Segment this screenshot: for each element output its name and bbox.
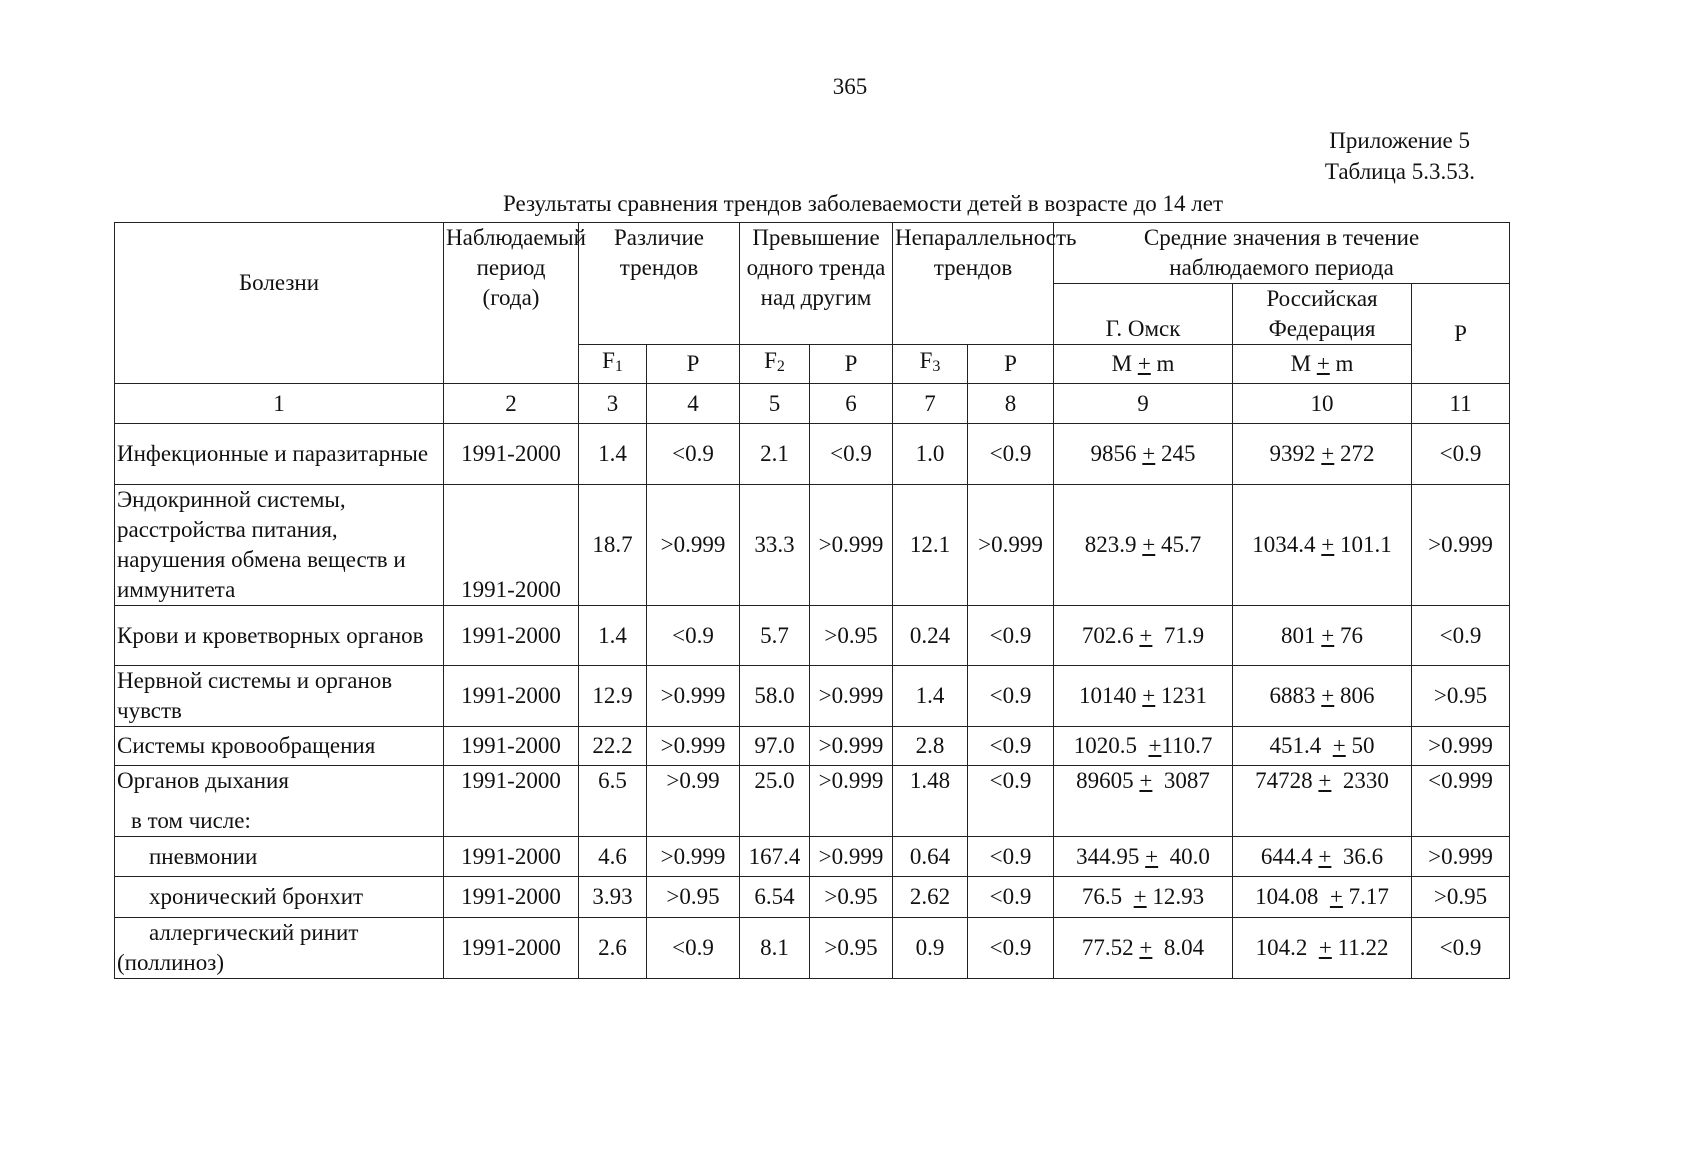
rf-mean-cell: 9392 + 272	[1233, 424, 1412, 485]
f3-cell: 1.48	[893, 766, 968, 837]
f3-cell: 1.4	[893, 666, 968, 727]
header-mean-values: Средние значения в течение наблюдаемого периода	[1054, 223, 1510, 284]
p-mean-cell: <0.9	[1412, 606, 1510, 666]
table-row	[115, 727, 1510, 766]
p3-cell: <0.9	[968, 918, 1054, 979]
f3-cell: 2.62	[893, 877, 968, 918]
p1-cell: >0.999	[647, 837, 740, 877]
header-trend-excess: Превышение одного тренда над другим	[740, 223, 893, 345]
omsk-mean-cell: 77.52 + 8.04	[1054, 918, 1233, 979]
p-mean-cell: >0.999	[1412, 485, 1510, 606]
period-cell: 1991-2000	[444, 424, 579, 485]
p1-cell: <0.9	[647, 606, 740, 666]
p2-cell: >0.999	[810, 485, 893, 606]
p1-cell: <0.9	[647, 918, 740, 979]
p1-cell: <0.9	[647, 424, 740, 485]
p1-cell: >0.999	[647, 666, 740, 727]
results-table	[114, 222, 1510, 979]
f2-cell: 5.7	[740, 606, 810, 666]
disease-name: пневмонии	[115, 837, 444, 877]
header-trend-difference: Различие трендов	[579, 223, 740, 345]
f1-cell: 2.6	[579, 918, 647, 979]
appendix-label: Приложение 5	[1329, 128, 1470, 153]
col-number: 8	[968, 384, 1054, 424]
f2-cell: 33.3	[740, 485, 810, 606]
table-row	[115, 877, 1510, 918]
p2-cell: >0.999	[810, 766, 893, 837]
header-p2: P	[810, 345, 893, 384]
omsk-mean-cell: 344.95 + 40.0	[1054, 837, 1233, 877]
header-p1: P	[647, 345, 740, 384]
header-rf: Российская Федерация	[1233, 284, 1412, 345]
header-nonparallel: Непараллельность трендов	[893, 223, 1054, 345]
rf-mean-cell: 6883 + 806	[1233, 666, 1412, 727]
header-p-mean: P	[1412, 284, 1510, 384]
col-number: 11	[1412, 384, 1510, 424]
p2-cell: >0.95	[810, 918, 893, 979]
table-row	[115, 424, 1510, 485]
disease-subnote: в том числе:	[131, 808, 251, 833]
rf-mean-cell: 801 + 76	[1233, 606, 1412, 666]
p3-cell: >0.999	[968, 485, 1054, 606]
f3-cell: 1.0	[893, 424, 968, 485]
f2-cell: 58.0	[740, 666, 810, 727]
table-row	[115, 606, 1510, 666]
page-number: 365	[832, 74, 868, 99]
p3-cell: <0.9	[968, 766, 1054, 837]
f1-cell: 12.9	[579, 666, 647, 727]
f3-cell: 0.64	[893, 837, 968, 877]
f2-cell: 25.0	[740, 766, 810, 837]
rf-mean-cell: 104.2 + 11.22	[1233, 918, 1412, 979]
f2-cell: 97.0	[740, 727, 810, 766]
header-f2: $F_2$	[740, 345, 810, 384]
header-p3: P	[968, 345, 1054, 384]
col-number: 6	[810, 384, 893, 424]
col-number: 5	[740, 384, 810, 424]
col-number: 10	[1233, 384, 1412, 424]
p-mean-cell: >0.999	[1412, 727, 1510, 766]
disease-name: Крови и кроветворных органов	[115, 606, 444, 666]
omsk-mean-cell: 1020.5 +110.7	[1054, 727, 1233, 766]
disease-name: Инфекционные и паразитарные	[115, 424, 444, 485]
p1-cell: >0.999	[647, 727, 740, 766]
p1-cell: >0.95	[647, 877, 740, 918]
f1-cell: 18.7	[579, 485, 647, 606]
header-diseases: Болезни	[115, 223, 444, 384]
disease-name: Эндокринной системы, расстройства питания, нарушения обмена веществ и иммунитета	[115, 485, 444, 606]
p3-cell: <0.9	[968, 837, 1054, 877]
omsk-mean-cell: 10140 + 1231	[1054, 666, 1233, 727]
header-omsk: Г. Омск	[1054, 284, 1233, 345]
col-number: 3	[579, 384, 647, 424]
f3-cell: 2.8	[893, 727, 968, 766]
p-mean-cell: <0.9	[1412, 918, 1510, 979]
f1-cell: 6.5	[579, 766, 647, 837]
header-row-1	[115, 223, 1510, 284]
p3-cell: <0.9	[968, 727, 1054, 766]
p2-cell: >0.95	[810, 877, 893, 918]
p2-cell: <0.9	[810, 424, 893, 485]
header-period: Наблюдаемый период (года)	[444, 223, 579, 384]
table-row	[115, 666, 1510, 727]
p3-cell: <0.9	[968, 424, 1054, 485]
f2-cell: 6.54	[740, 877, 810, 918]
header-omsk-mm: M + m	[1054, 345, 1233, 384]
f3-cell: 12.1	[893, 485, 968, 606]
column-numbers-row	[115, 384, 1510, 424]
f2-cell: 2.1	[740, 424, 810, 485]
p-mean-cell: >0.999	[1412, 837, 1510, 877]
p-mean-cell: >0.95	[1412, 666, 1510, 727]
disease-name: Системы кровообращения	[115, 727, 444, 766]
omsk-mean-cell: 76.5 + 12.93	[1054, 877, 1233, 918]
rf-mean-cell: 644.4 + 36.6	[1233, 837, 1412, 877]
table-row	[115, 766, 1510, 837]
f2-cell: 167.4	[740, 837, 810, 877]
col-number: 2	[444, 384, 579, 424]
col-number: 4	[647, 384, 740, 424]
p2-cell: >0.999	[810, 837, 893, 877]
period-cell: 1991-2000	[444, 918, 579, 979]
period-cell: 1991-2000	[444, 485, 579, 606]
period-cell: 1991-2000	[444, 727, 579, 766]
period-cell: 1991-2000	[444, 666, 579, 727]
period-cell: 1991-2000	[444, 877, 579, 918]
p-mean-cell: <0.999	[1412, 766, 1510, 837]
disease-name: аллергический ринит (поллиноз)	[115, 918, 444, 979]
p2-cell: >0.999	[810, 666, 893, 727]
omsk-mean-cell: 89605 + 3087	[1054, 766, 1233, 837]
table-row	[115, 918, 1510, 979]
disease-name: Нервной системы и органов чувств	[115, 666, 444, 727]
p3-cell: <0.9	[968, 877, 1054, 918]
p-mean-cell: <0.9	[1412, 424, 1510, 485]
p2-cell: >0.999	[810, 727, 893, 766]
rf-mean-cell: 104.08 + 7.17	[1233, 877, 1412, 918]
rf-mean-cell: 451.4 + 50	[1233, 727, 1412, 766]
col-number: 7	[893, 384, 968, 424]
p3-cell: <0.9	[968, 606, 1054, 666]
f1-cell: 22.2	[579, 727, 647, 766]
f1-cell: 1.4	[579, 424, 647, 485]
omsk-mean-cell: 702.6 + 71.9	[1054, 606, 1233, 666]
rf-mean-cell: 74728 + 2330	[1233, 766, 1412, 837]
period-cell: 1991-2000	[444, 606, 579, 666]
table-row	[115, 837, 1510, 877]
p1-cell: >0.99	[647, 766, 740, 837]
p2-cell: >0.95	[810, 606, 893, 666]
p1-cell: >0.999	[647, 485, 740, 606]
table-row	[115, 485, 1510, 606]
disease-name: Органов дыхания в том числе:	[115, 766, 444, 837]
f3-cell: 0.24	[893, 606, 968, 666]
p-mean-cell: >0.95	[1412, 877, 1510, 918]
table-caption: Результаты сравнения трендов заболеваемости детей в возрасте до 14 лет	[502, 191, 1224, 216]
table-number: Таблица 5.3.53.	[1324, 159, 1475, 184]
f2-cell: 8.1	[740, 918, 810, 979]
p3-cell: <0.9	[968, 666, 1054, 727]
period-cell: 1991-2000	[444, 837, 579, 877]
rf-mean-cell: 1034.4 + 101.1	[1233, 485, 1412, 606]
f1-cell: 1.4	[579, 606, 647, 666]
f1-cell: 3.93	[579, 877, 647, 918]
omsk-mean-cell: 9856 + 245	[1054, 424, 1233, 485]
col-number: 9	[1054, 384, 1233, 424]
f1-cell: 4.6	[579, 837, 647, 877]
header-f1: $F_1$	[579, 345, 647, 384]
disease-subnote: (поллиноз)	[117, 950, 224, 975]
omsk-mean-cell: 823.9 + 45.7	[1054, 485, 1233, 606]
header-f3: $F_3$	[893, 345, 968, 384]
disease-name: хронический бронхит	[115, 877, 444, 918]
col-number: 1	[115, 384, 444, 424]
period-cell: 1991-2000	[444, 766, 579, 837]
f3-cell: 0.9	[893, 918, 968, 979]
header-rf-mm: M + m	[1233, 345, 1412, 384]
